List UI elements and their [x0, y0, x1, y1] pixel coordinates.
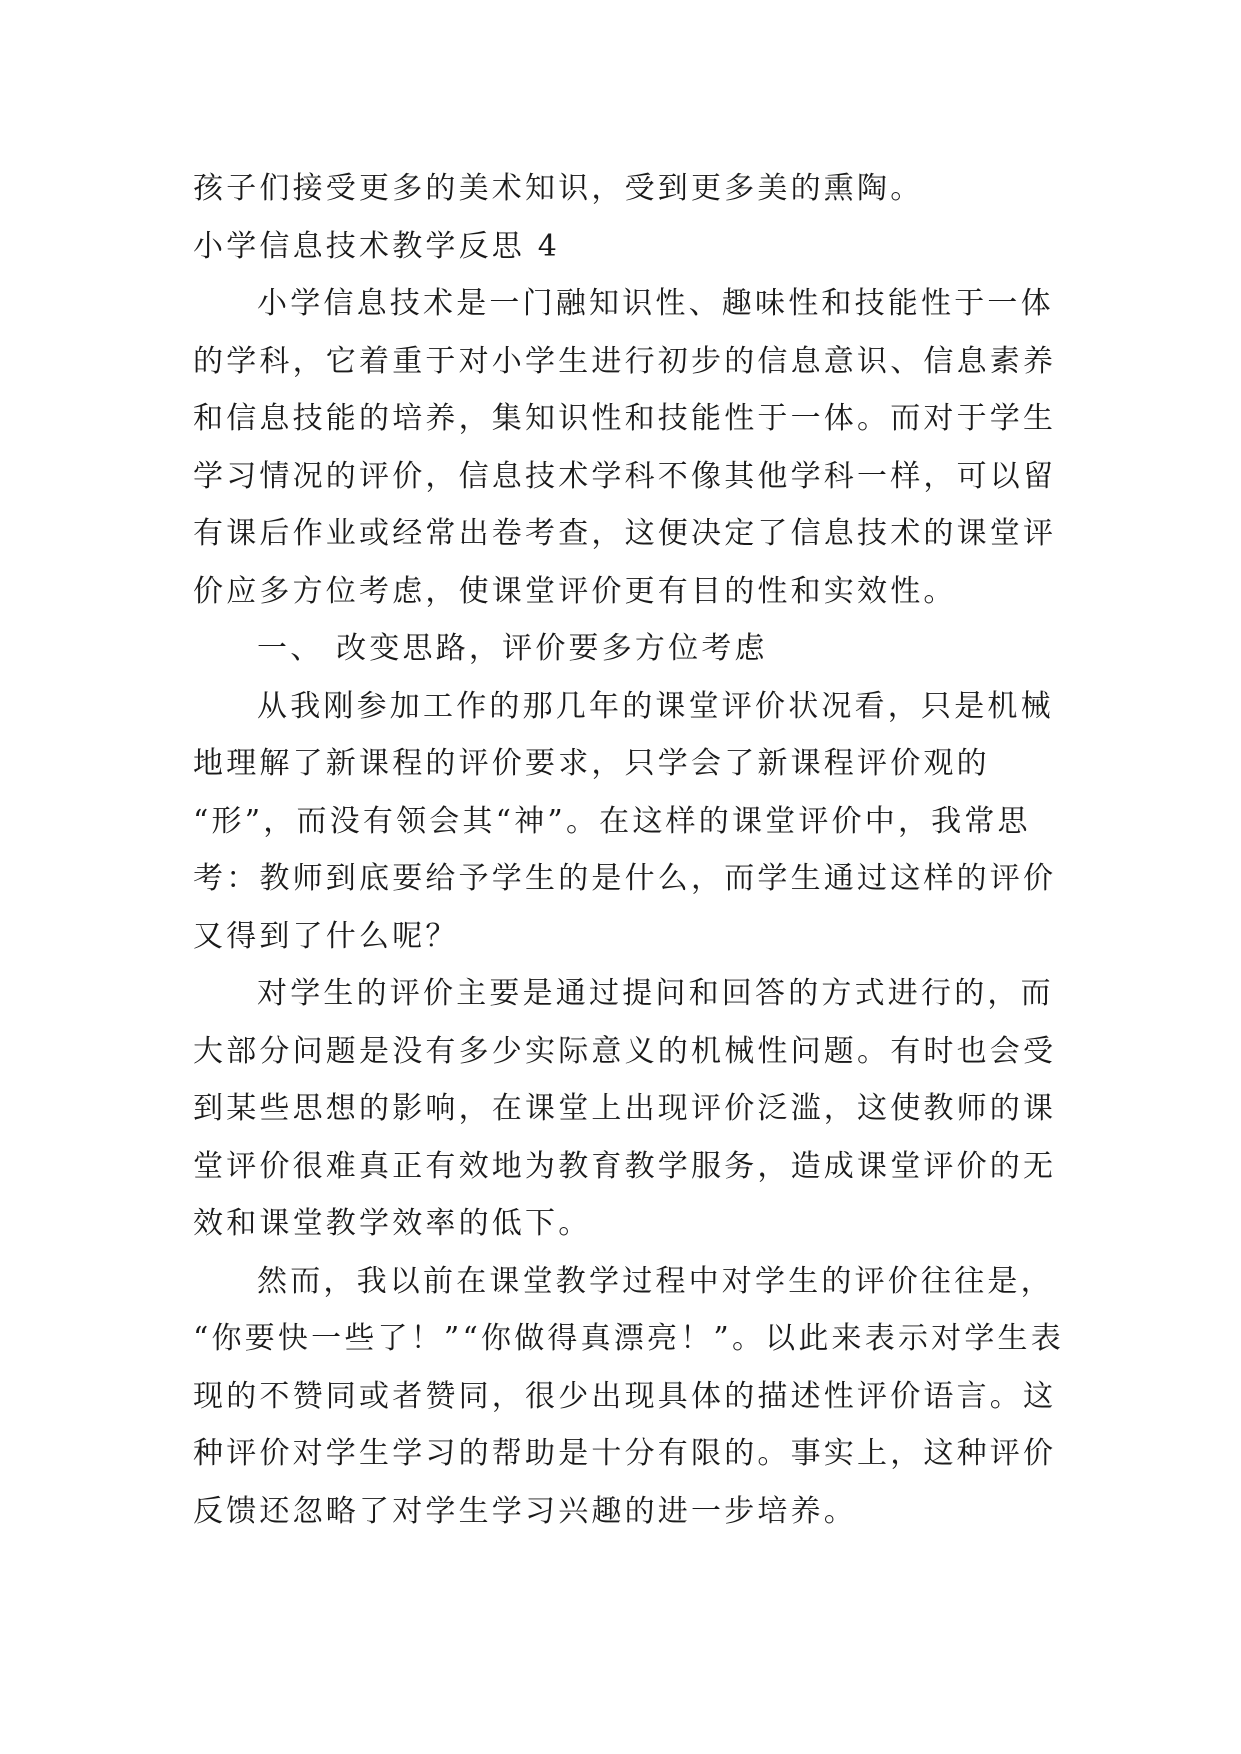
text-line: 从我刚参加工作的那几年的课堂评价状况看，只是机械 — [257, 688, 1054, 724]
text-line: 孩子们接受更多的美术知识，受到更多美的熏陶。 — [193, 171, 924, 206]
text-line: 大部分问题是没有多少实际意义的机械性问题。有时也会受 — [193, 1033, 1057, 1069]
subsection-heading: 一、 改变思路，评价要多方位考虑 — [257, 631, 768, 666]
text-line: 然而，我以前在课堂教学过程中对学生的评价往往是， — [257, 1263, 1054, 1299]
text-line: 到某些思想的影响，在课堂上出现评价泛滥，这使教师的课 — [193, 1091, 1057, 1126]
section-heading: 小学信息技术教学反思 4 — [193, 228, 561, 264]
text-line: 和信息技能的培养，集知识性和技能性于一体。而对于学生 — [193, 401, 1057, 436]
text-line: 的学科，它着重于对小学生进行初步的信息意识、信息素养 — [193, 343, 1057, 379]
text-line: 地理解了新课程的评价要求，只学会了新课程评价观的 — [193, 746, 990, 781]
text-line: 学习情况的评价，信息技术学科不像其他学科一样，可以留 — [193, 458, 1057, 494]
text-line: 反馈还忽略了对学生学习兴趣的进一步培养。 — [193, 1493, 857, 1529]
text-line: 种评价对学生学习的帮助是十分有限的。事实上，这种评价 — [193, 1436, 1057, 1471]
text-line: 堂评价很难真正有效地为教育教学服务，造成课堂评价的无 — [193, 1148, 1057, 1184]
text-line: 又得到了什么呢？ — [193, 918, 459, 954]
text-line: “你要快一些了！”“你做得真漂亮！”。以此来表示对学生表 — [193, 1321, 1064, 1356]
text-line: “形”，而没有领会其“神”。在这样的课堂评价中，我常思 — [193, 803, 1031, 839]
text-line: 效和课堂教学效率的低下。 — [193, 1206, 592, 1241]
text-line: 有课后作业或经常出卷考查，这便决定了信息技术的课堂评 — [193, 516, 1057, 551]
text-line: 对学生的评价主要是通过提问和回答的方式进行的，而 — [257, 976, 1054, 1011]
text-line: 小学信息技术是一门融知识性、趣味性和技能性于一体 — [257, 286, 1054, 321]
text-line: 考：教师到底要给予学生的是什么，而学生通过这样的评价 — [193, 861, 1057, 896]
text-line: 价应多方位考虑，使课堂评价更有目的性和实效性。 — [193, 573, 957, 609]
document-body — [193, 160, 1064, 1540]
text-line: 现的不赞同或者赞同，很少出现具体的描述性评价语言。这 — [193, 1378, 1057, 1414]
